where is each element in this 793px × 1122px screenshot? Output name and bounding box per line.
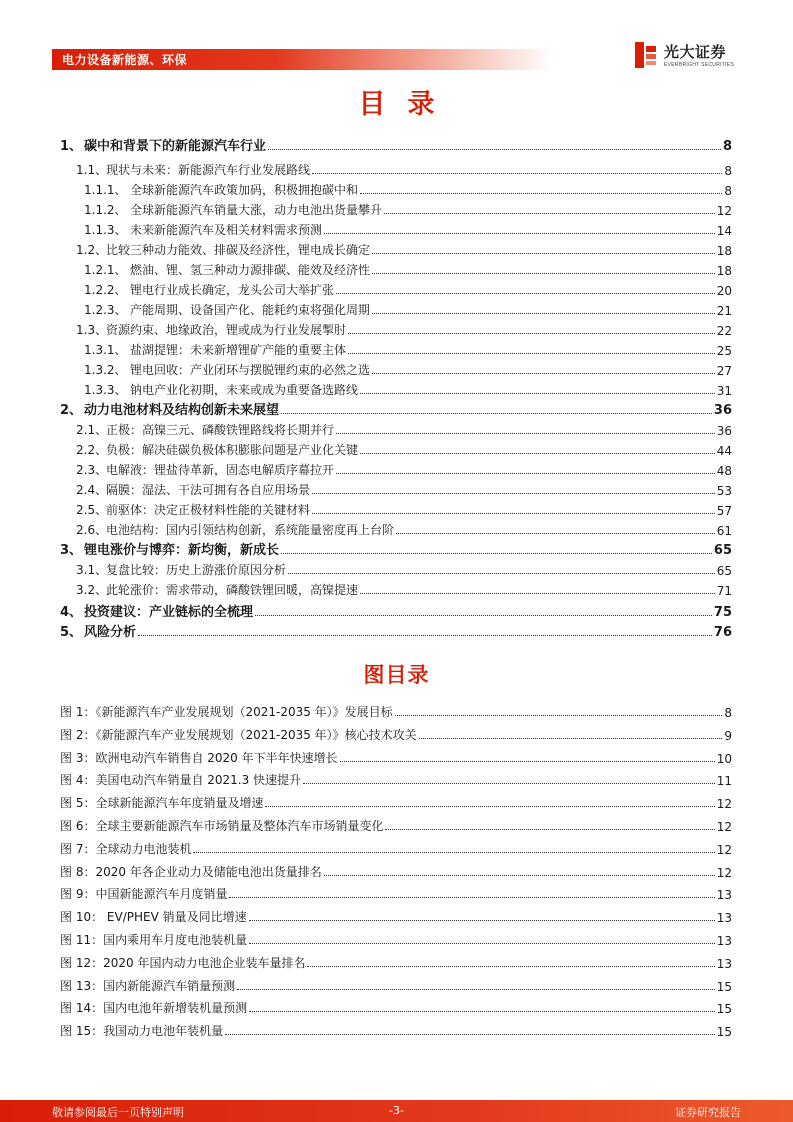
dot-leader	[372, 312, 715, 314]
toc-entry-page: 27	[716, 364, 732, 378]
footer-disclaimer: 敬请参阅最后一页特别声明	[52, 1106, 184, 1119]
logo-english-name: EVERBRIGHT SECURITIES	[664, 62, 735, 68]
toc-entry-number: 4、	[60, 605, 83, 620]
toc-entry-title: 电解液：锂盐待革新，固态电解质序幕拉开	[106, 463, 335, 477]
dot-leader	[249, 1011, 715, 1012]
dot-leader	[372, 252, 715, 254]
figure-entry[interactable]	[60, 837, 732, 857]
dot-leader	[384, 212, 715, 214]
toc-entry-number: 1.3.1、	[84, 343, 127, 357]
toc-entry-title: 电池结构：国内引领结构创新，系统能量密度再上台阶	[106, 523, 395, 537]
toc-entry-number: 1.2.3、	[84, 303, 127, 317]
toc-entry-page: 8	[722, 139, 732, 154]
toc-entry[interactable]	[84, 298, 732, 318]
dot-leader	[360, 452, 715, 454]
figure-entry-title: 图 4：美国电动汽车销量自 2021.3 快速提升	[60, 773, 302, 788]
figure-entry-title: 图 1：《新能源汽车产业发展规划（2021-2035 年）》发展目标	[60, 705, 393, 719]
figure-entry-page: 13	[716, 888, 732, 903]
toc-entry-title: 现状与未来：新能源汽车行业发展路线	[106, 163, 311, 177]
figure-entry[interactable]	[60, 814, 732, 834]
figure-list-title: 图目录	[363, 663, 430, 687]
figure-entry-page: 12	[716, 865, 732, 880]
figure-entry-page: 15	[716, 1025, 732, 1040]
toc-entry-title: 动力电池材料及结构创新未来展望	[84, 403, 280, 418]
logo-chinese-name: 光大证券	[664, 43, 727, 61]
toc-entry-page: 44	[716, 444, 732, 458]
figure-entry-title: 图 9：中国新能源汽车月度销量	[60, 887, 228, 902]
dot-leader	[336, 432, 715, 434]
figure-entry-title: 图 12：2020 年国内动力电池企业装车量排名	[60, 955, 306, 970]
toc-entry-page: 76	[713, 625, 732, 640]
toc-entry-page: 61	[716, 524, 732, 538]
toc-entry[interactable]	[60, 398, 732, 418]
toc-entry-number: 2.1、	[76, 423, 108, 437]
toc-entry-title: 燃油、锂、氢三种动力源排碳、能效及经济性	[130, 263, 371, 277]
toc-entry-page: 12	[716, 204, 732, 218]
dot-leader	[372, 272, 715, 274]
dot-leader	[348, 352, 715, 354]
figure-entry-title: 图 3：欧洲电动汽车销售自 2020 年下半年快速增长	[60, 750, 338, 765]
toc-entry-title: 比较三种动力能效、排碳及经济性，锂电成长确定	[106, 243, 371, 257]
toc-entry[interactable]	[60, 620, 732, 640]
toc-entry[interactable]	[76, 458, 732, 478]
toc-entry[interactable]	[84, 378, 732, 398]
toc-entry-page: 65	[713, 543, 732, 558]
toc-entry-page: 31	[716, 384, 732, 398]
figure-entry-page: 10	[716, 751, 732, 766]
toc-entry-number: 3.1、	[76, 563, 108, 577]
toc-entry-number: 1.3.2、	[84, 363, 127, 377]
toc-entry[interactable]	[84, 198, 732, 218]
toc-entry-title: 盐湖提锂：未来新增锂矿产能的重要主体	[130, 343, 347, 357]
dot-leader	[340, 761, 715, 762]
toc-entry-title: 投资建议：产业链标的全梳理	[84, 605, 254, 620]
toc-entry-number: 3.2、	[76, 583, 108, 597]
toc-entry-title: 未来新能源汽车及相关材料需求预测	[130, 223, 323, 237]
toc-entry-number: 1.2、	[76, 243, 108, 257]
toc-entry-title: 锂电涨价与博弈：新均衡，新成长	[84, 543, 280, 558]
toc-entry[interactable]	[76, 438, 732, 458]
figure-entry[interactable]	[60, 723, 732, 743]
toc-entry-title: 复盘比较：历史上游涨价原因分析	[106, 563, 287, 577]
header-category: 电力设备新能源、环保	[62, 53, 188, 67]
toc-entry[interactable]	[84, 278, 732, 298]
toc-entry-number: 1.2.2、	[84, 283, 127, 297]
toc-entry-title: 资源约束、地缘政治，锂或成为行业发展掣肘	[106, 323, 347, 337]
toc-entry-number: 2.5、	[76, 503, 108, 517]
toc-entry-title: 全球新能源汽车销量大涨，动力电池出货量攀升	[130, 203, 383, 217]
dot-leader	[193, 852, 714, 853]
dot-leader	[385, 829, 714, 830]
dot-leader	[336, 292, 715, 294]
toc-entry[interactable]	[84, 338, 732, 358]
toc-entry[interactable]	[84, 258, 732, 278]
toc-entry-title: 正极：高镍三元、磷酸铁锂路线将长期并行	[106, 423, 335, 437]
toc-entry-title: 全球新能源汽车政策加码，积极拥抱碳中和	[130, 183, 359, 197]
toc-entry-page: 57	[716, 504, 732, 518]
toc-entry-title: 前驱体：决定正极材料性能的关键材料	[106, 503, 311, 517]
dot-leader	[360, 192, 722, 194]
dot-leader	[265, 806, 714, 807]
figure-entry-title: 图 6：全球主要新能源汽车市场销量及整体汽车市场销量变化	[60, 819, 384, 833]
dot-leader	[281, 412, 712, 414]
dot-leader	[312, 172, 722, 174]
figure-entry-page: 12	[716, 842, 732, 857]
figure-entry-title: 图 14：国内电池年新增装机量预测	[60, 1001, 248, 1016]
toc-entry-page: 71	[716, 584, 732, 598]
dot-leader	[249, 920, 715, 921]
figure-entry-page: 8	[724, 706, 732, 720]
toc-entry-number: 1.1.2、	[84, 203, 127, 217]
toc-entry[interactable]	[60, 134, 732, 154]
toc-entry-title: 锂电行业成长确定，龙头公司大举扩张	[130, 283, 335, 297]
toc-entry[interactable]	[76, 318, 732, 338]
toc-entry-page: 36	[716, 424, 732, 438]
toc-entry-title: 碳中和背景下的新能源汽车行业	[84, 139, 267, 154]
toc-entry[interactable]	[84, 178, 732, 198]
toc-entry-number: 2.2、	[76, 443, 108, 457]
toc-entry-title: 锂电回收：产业闭环与摆脱锂约束的必然之选	[130, 363, 371, 377]
toc-entry-number: 5、	[60, 625, 83, 640]
figure-entry-title: 图 13：国内新能源汽车销量预测	[60, 978, 236, 993]
toc-entry-title: 隔膜：湿法、干法可拥有各自应用场景	[106, 483, 311, 497]
toc-entry-page: 18	[716, 264, 732, 278]
toc-entry-page: 48	[716, 464, 732, 478]
toc-entry[interactable]	[84, 358, 732, 378]
toc-entry[interactable]	[76, 498, 732, 518]
toc-entry-page: 21	[716, 304, 732, 318]
dot-leader	[336, 472, 715, 474]
dot-leader	[360, 392, 715, 394]
dot-leader	[138, 634, 712, 636]
dot-leader	[249, 943, 715, 944]
figure-entry-page: 13	[716, 934, 732, 948]
figure-entry[interactable]	[60, 746, 732, 766]
dot-leader	[237, 989, 715, 990]
dot-leader	[229, 897, 714, 898]
figure-entry-page: 12	[716, 797, 732, 812]
toc-entry-page: 53	[716, 484, 732, 498]
header-category-bar	[52, 49, 552, 70]
dot-leader	[324, 875, 715, 876]
toc-entry[interactable]	[76, 518, 732, 538]
dot-leader	[288, 572, 715, 574]
toc-entry-number: 1.1.1、	[84, 183, 127, 197]
toc-entry-number: 2.6、	[76, 523, 108, 537]
dot-leader	[307, 966, 714, 967]
figure-entry-title: 图 11：国内乘用车月度电池装机量	[60, 933, 248, 947]
dot-leader	[281, 552, 712, 554]
figure-entry[interactable]	[60, 905, 732, 925]
dot-leader	[395, 715, 723, 716]
toc-entry[interactable]	[76, 418, 732, 438]
toc-entry-number: 1.2.1、	[84, 263, 127, 277]
toc-entry-page: 8	[724, 164, 732, 178]
toc-entry-title: 风险分析	[84, 625, 137, 640]
dot-leader	[348, 332, 715, 334]
figure-entry-page: 13	[716, 911, 732, 926]
footer-report-type: 证券研究报告	[675, 1106, 741, 1119]
figure-entry-title: 图 10： EV/PHEV 销量及同比增速	[60, 910, 247, 925]
toc-entry-number: 1.3.3、	[84, 383, 127, 397]
toc-entry-number: 2、	[60, 403, 83, 418]
toc-entry-page: 65	[716, 564, 732, 578]
toc-entry-title: 此轮涨价：需求带动，磷酸铁锂回暖，高镍提速	[106, 583, 359, 597]
figure-entry-title: 图 5：全球新能源汽车年度销量及增速	[60, 796, 264, 811]
toc-title: 目录	[358, 89, 457, 120]
figure-entry[interactable]	[60, 996, 732, 1016]
figure-entry[interactable]	[60, 974, 732, 994]
dot-leader	[225, 1034, 715, 1035]
figure-entry[interactable]	[60, 768, 732, 788]
toc-entry-number: 1.1、	[76, 163, 108, 177]
toc-entry-page: 75	[713, 605, 732, 620]
toc-entry-page: 25	[716, 344, 732, 358]
toc-entry-title: 产能周期、设备国产化、能耗约束将强化周期	[130, 303, 371, 317]
figure-entry[interactable]	[60, 791, 732, 811]
brand-logo	[633, 40, 743, 74]
figure-entry-title: 图 15：我国动力电池年装机量	[60, 1024, 224, 1039]
toc-entry-page: 22	[716, 324, 732, 338]
figure-entry[interactable]	[60, 1019, 732, 1039]
toc-entry[interactable]	[84, 218, 732, 238]
toc-entry-page: 14	[716, 224, 732, 238]
figure-entry-page: 15	[716, 979, 732, 994]
figure-entry-title: 图 8：2020 年各企业动力及储能电池出货量排名	[60, 864, 322, 879]
dot-leader	[324, 232, 715, 234]
dot-leader	[360, 592, 715, 594]
toc-entry-title: 钠电产业化初期，未来或成为重要备选路线	[130, 383, 359, 397]
footer-page-number: -3-	[389, 1104, 404, 1117]
dot-leader	[372, 372, 715, 374]
figure-entry-page: 15	[716, 1002, 732, 1017]
figure-entry-page: 12	[716, 820, 732, 834]
dot-leader	[419, 738, 723, 739]
toc-entry[interactable]	[60, 600, 732, 620]
figure-entry-page: 11	[716, 774, 732, 789]
dot-leader	[396, 532, 715, 534]
toc-entry-number: 1.1.3、	[84, 223, 127, 237]
toc-entry[interactable]	[76, 238, 732, 258]
toc-entry-page: 36	[713, 403, 732, 418]
dot-leader	[312, 492, 715, 494]
figure-entry[interactable]	[60, 951, 732, 971]
toc-entry-number: 3、	[60, 543, 83, 558]
toc-entry-page: 18	[716, 244, 732, 258]
figure-entry-title: 图 7：全球动力电池装机	[60, 841, 192, 856]
toc-entry[interactable]	[60, 538, 732, 558]
toc-entry[interactable]	[76, 558, 732, 578]
figure-entry-page: 13	[716, 956, 732, 971]
dot-leader	[312, 512, 715, 514]
toc-entry-number: 2.4、	[76, 483, 108, 497]
toc-entry-number: 2.3、	[76, 463, 108, 477]
everbright-logo-icon	[633, 40, 659, 70]
figure-entry[interactable]	[60, 860, 732, 880]
figure-entry-page: 9	[724, 728, 732, 743]
dot-leader	[268, 148, 721, 150]
footer-bar	[0, 1100, 793, 1122]
toc-entry[interactable]	[76, 578, 732, 598]
figure-entry[interactable]	[60, 882, 732, 902]
toc-entry[interactable]	[76, 158, 732, 178]
toc-entry-number: 1、	[60, 139, 83, 154]
dot-leader	[303, 783, 715, 784]
toc-entry-number: 1.3、	[76, 323, 108, 337]
toc-entry-title: 负极：解决硅碳负极体积膨胀问题是产业化关键	[106, 443, 359, 457]
toc-entry-page: 8	[724, 184, 732, 198]
figure-entry[interactable]	[60, 928, 732, 948]
figure-entry[interactable]	[60, 700, 732, 720]
dot-leader	[255, 614, 712, 616]
figure-entry-title: 图 2：《新能源汽车产业发展规划（2021-2035 年）》核心技术攻关	[60, 727, 417, 742]
toc-entry-page: 20	[716, 284, 732, 298]
toc-entry[interactable]	[76, 478, 732, 498]
